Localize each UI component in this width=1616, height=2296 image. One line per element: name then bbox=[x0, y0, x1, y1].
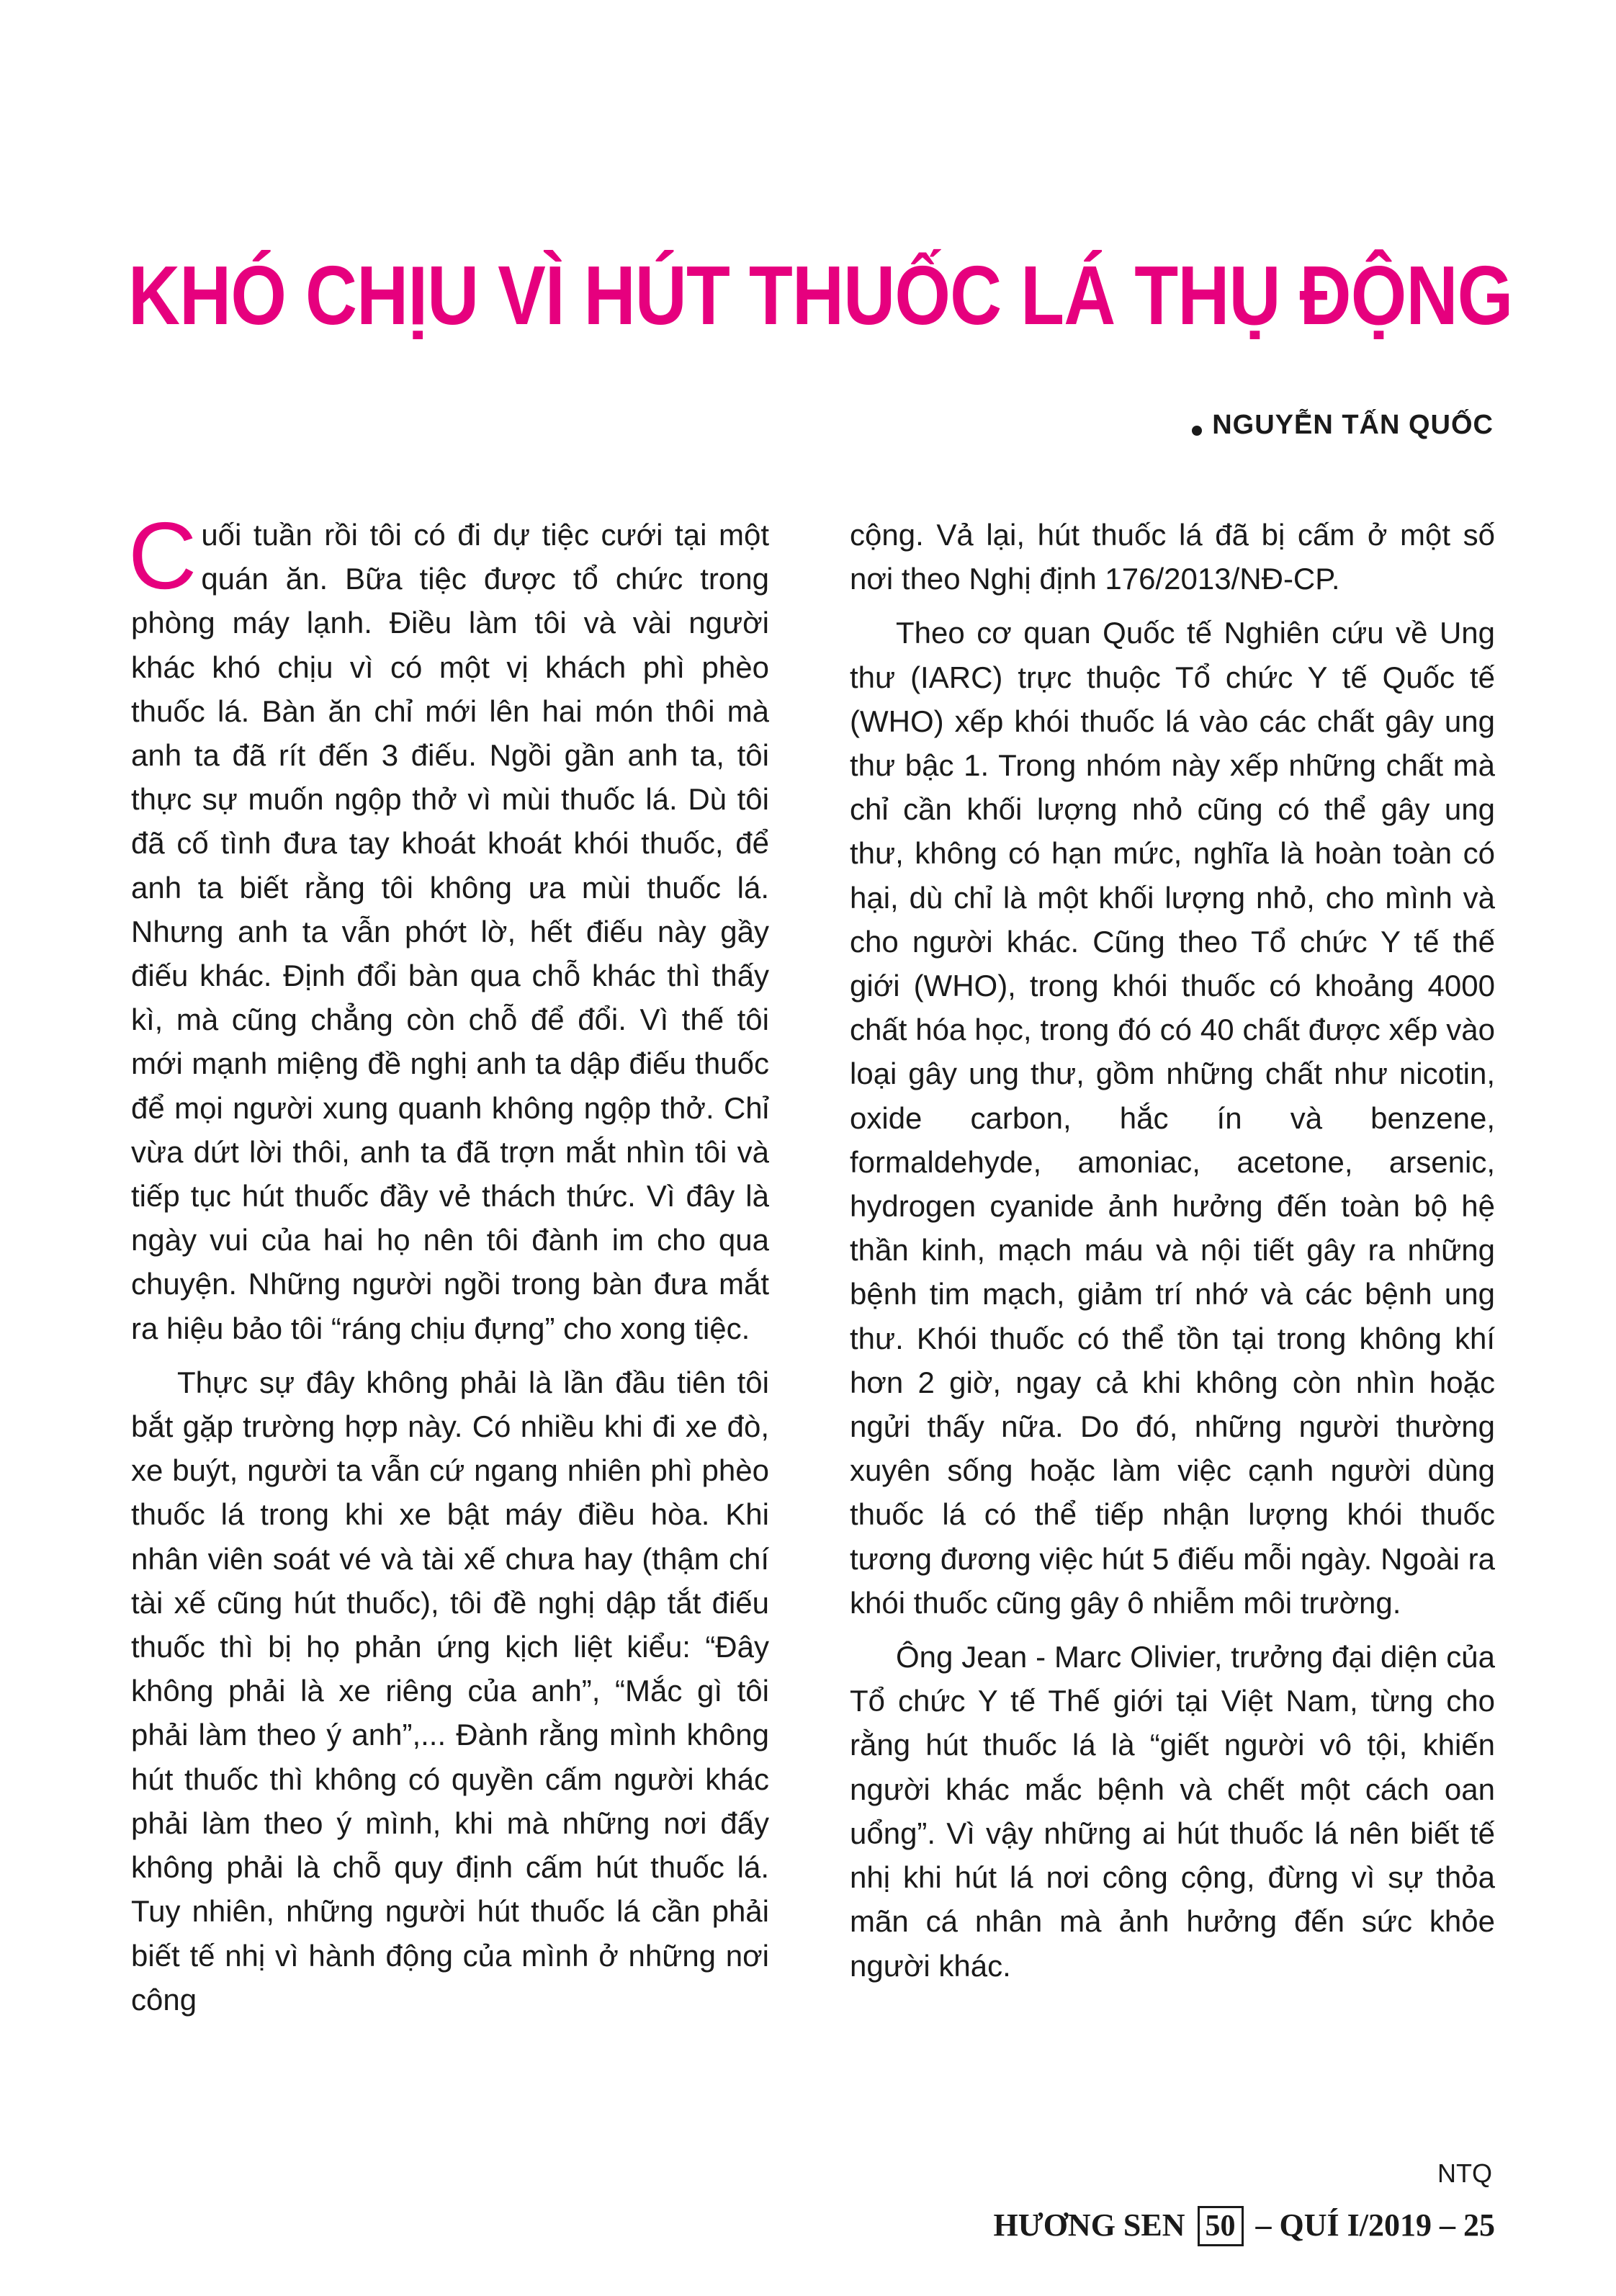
page-number: 25 bbox=[1463, 2207, 1495, 2243]
author-byline bbox=[1192, 408, 1494, 442]
left-column bbox=[128, 503, 769, 2032]
paragraph-1-text: uối tuần rồi tôi có đi dự tiệc cưới tại một quán ăn. Bữa tiệc được tổ chức trong phòng máy lạnh. Điều làm tôi và vài người khác khó chịu vì có một vị khách phì phèo thuốc lá. Bàn ăn chỉ mới lên hai món thôi mà anh ta đã rít đến 3 điếu. Ngồi gần anh ta, tôi thực sự muốn ngộp thở vì mùi thuốc lá. Dù tôi đã cố tình đưa tay khoát khoát khói thuốc, để anh ta biết rằng tôi không ưa mùi thuốc lá. Nhưng anh ta vẫn phớt lờ, hết điếu này gầy điếu khác. Định đổi bàn qua chỗ khác thì thấy kì, mà cũng chẳng còn chỗ để đổi. Vì thế tôi mới mạnh miệng đề nghị anh ta dập điếu thuốc để mọi người xung quanh không ngộp thở. Chỉ vừa dứt lời thôi, anh ta đã trợn mắt nhìn tôi và tiếp tục hút thuốc đầy vẻ thách thức. Vì đây là ngày vui của hai họ nên tôi đành im cho qua chuyện. Những người ngồi trong bàn đưa mắt ra hiệu bảo tôi “ráng chịu đựng” cho xong tiệc. bbox=[131, 518, 769, 1345]
article-title: KHÓ CHỊU VÌ HÚT THUỐC LÁ THỤ ĐỘNG bbox=[128, 248, 1513, 342]
right-column bbox=[850, 513, 1495, 1998]
page-footer bbox=[993, 2204, 1495, 2247]
paragraph-3: Theo cơ quan Quốc tế Nghiên cứu về Ung thư (IARC) trực thuộc Tổ chức Y tế Quốc tế (WHO) xếp khói thuốc lá vào các chất gây ung thư bậc 1. Trong nhóm này xếp những chất mà chỉ cần khối lượng nhỏ cũng có thể gây ung thư, không có hạn mức, nghĩa là hoàn toàn có hại, dù chỉ là một khối lượng nhỏ, cho mình và cho người khác. Cũng theo Tổ chức Y tế thế giới (WHO), trong khói thuốc có khoảng 4000 chất hóa học, trong đó có 40 chất được xếp vào loại gây ung thư, gồm những chất như nicotin, oxide carbon, hắc ín và benzene, formaldehyde, amoniac, acetone, arsenic, hydrogen cyanide ảnh hưởng đến toàn bộ hệ thần kinh, mạch máu và nội tiết gây ra những bệnh tim mạch, giảm trí nhớ và các bệnh ung thư. Khói thuốc có thể tồn tại trong không khí hơn 2 giờ, ngay cả khi không còn nhìn hoặc ngửi thấy nữa. Do đó, những người thường xuyên sống hoặc làm việc cạnh người dùng thuốc lá có thể tiếp nhận lượng khói thuốc tương đương việc hút 5 điếu mỗi ngày. Ngoài ra khói thuốc cũng gây ô nhiễm môi trường. bbox=[850, 616, 1495, 1620]
bullet-icon bbox=[1192, 426, 1202, 436]
magazine-name: HƯƠNG SEN bbox=[993, 2207, 1185, 2243]
paragraph-1 bbox=[128, 503, 769, 1350]
paragraph-2: Thực sự đây không phải là lần đầu tiên tôi bắt gặp trường hợp này. Có nhiều khi đi xe đò, xe buýt, người ta vẫn cứ ngang nhiên phì phèo thuốc lá trong khi xe bật máy điều hòa. Khi nhân viên soát vé và tài xế chưa hay (thậm chí tài xế cũng hút thuốc), tôi đề nghị dập tắt điếu thuốc thì bị họ phản ứng kịch liệt kiểu: “Đây không phải là xe riêng của anh”, “Mắc gì tôi phải làm theo ý anh”,... Đành rằng mình không hút thuốc thì không có quyền cấm người khác phải làm theo ý mình, khi mà những nơi đấy không phải là chỗ quy định cấm hút thuốc lá. Tuy nhiên, những người hút thuốc lá cần phải biết tế nhị vì hành động của mình ở những nơi công bbox=[131, 1365, 769, 2017]
issue-quarter: – QUÍ I/2019 – bbox=[1255, 2207, 1455, 2243]
paragraph-4: Ông Jean - Marc Olivier, trưởng đại diện của Tổ chức Y tế Thế giới tại Việt Nam, từng cho rằng hút thuốc lá là “giết người vô tội, khiến người khác mắc bệnh và chết một cách oan uổng”. Vì vậy những ai hút thuốc lá nên biết tế nhị khi hút lá nơi công cộng, đừng vì sự thỏa mãn cá nhân mà ảnh hưởng đến sức khỏe người khác. bbox=[850, 1640, 1495, 1983]
article-signature: NTQ bbox=[1437, 2158, 1492, 2188]
author-name: NGUYỄN TẤN QUỐC bbox=[1212, 410, 1494, 440]
issue-number: 50 bbox=[1198, 2206, 1244, 2246]
drop-cap: C bbox=[128, 503, 197, 609]
paragraph-2-continued: cộng. Vả lại, hút thuốc lá đã bị cấm ở một số nơi theo Nghị định 176/2013/NĐ-CP. bbox=[850, 518, 1495, 596]
